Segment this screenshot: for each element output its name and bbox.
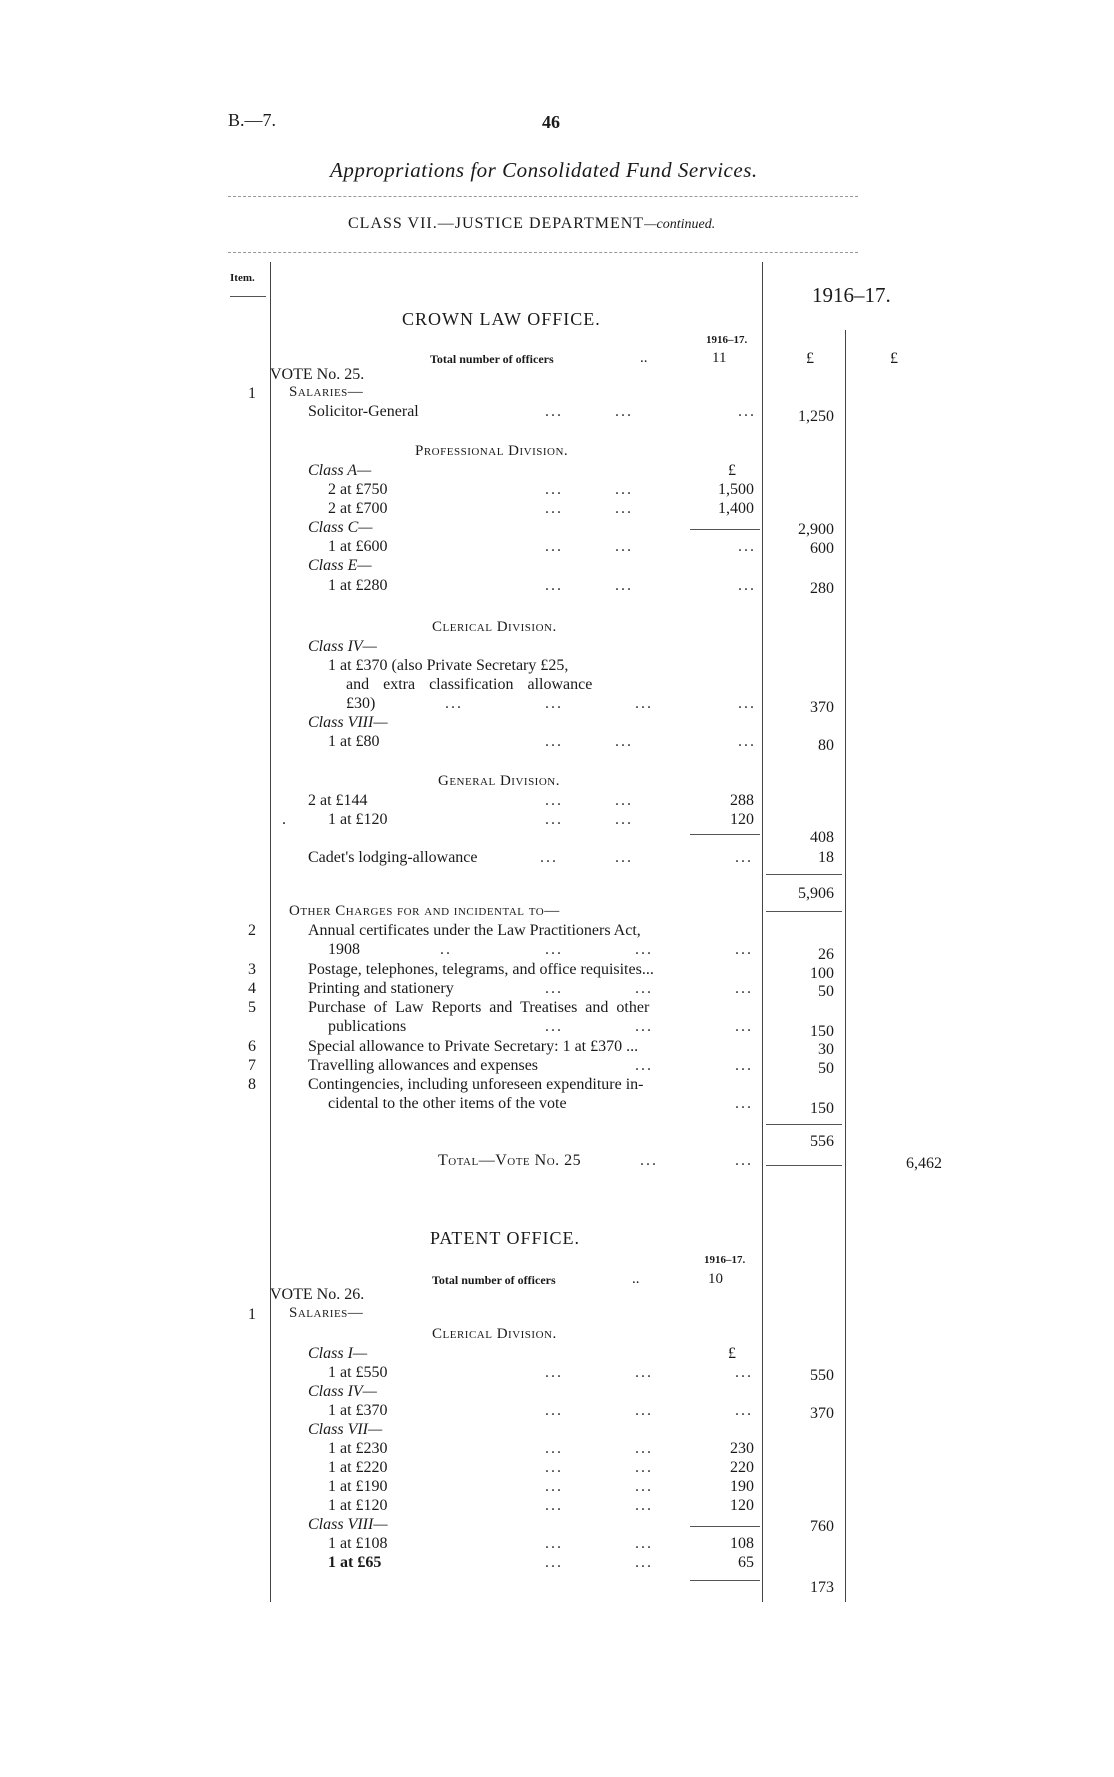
patent-class-iv-line-1: 1 at £370 — [328, 1402, 388, 1419]
class-iv-amount: 370 — [810, 699, 834, 716]
dots: ... — [615, 792, 633, 809]
general-line-2-amount: 120 — [730, 811, 754, 828]
patent-class-vii-line-3-amount: 190 — [730, 1478, 754, 1495]
dots: ... — [735, 1402, 753, 1419]
class-a-line-1: 2 at £750 — [328, 481, 388, 498]
dots: ... — [735, 1152, 753, 1169]
patent-class-vii-line-4: 1 at £120 — [328, 1497, 388, 1514]
charge-item-number: 5 — [248, 999, 256, 1016]
patent-class-vii-total: 760 — [810, 1518, 834, 1535]
dots: ... — [545, 1459, 563, 1476]
dots: ... — [635, 980, 653, 997]
amount-column-rule — [762, 262, 763, 1602]
solicitor-general: Solicitor-General — [308, 403, 419, 420]
patent-class-i-heading: Class I— — [308, 1345, 368, 1362]
charge-item-text: Travelling allowances and expenses — [308, 1057, 539, 1074]
patent-class-vii-line-2-amount: 220 — [730, 1459, 754, 1476]
dots: ... — [545, 980, 563, 997]
general-rule — [690, 834, 760, 835]
charge-item-number: 2 — [248, 922, 256, 939]
dots: ... — [735, 941, 753, 958]
dots: ... — [545, 695, 563, 712]
clerical-division-heading: Clerical Division. — [432, 619, 557, 635]
patent-class-viii-total: 173 — [810, 1579, 834, 1596]
charge-item-text-cont: 1908 — [328, 941, 360, 958]
general-line-2: 1 at £120 — [328, 811, 388, 828]
patent-class-vii-rule — [690, 1526, 760, 1527]
other-charges-total: 556 — [810, 1133, 834, 1150]
dots: ... — [635, 1440, 653, 1457]
pound-sign: £ — [728, 462, 736, 479]
dots: .. — [440, 941, 452, 958]
pound-sign: £ — [728, 1345, 736, 1362]
crown-vote-number: VOTE No. 25. — [270, 366, 365, 383]
charge-item-number: 4 — [248, 980, 256, 997]
dots: ... — [738, 695, 756, 712]
patent-officers-count: 10 — [708, 1271, 723, 1287]
dots: ... — [635, 695, 653, 712]
pound-header-right: £ — [890, 350, 898, 367]
charge-item-amount: 50 — [818, 983, 834, 1000]
dots: ... — [615, 481, 633, 498]
general-line-1: 2 at £144 — [308, 792, 368, 809]
dots: ... — [635, 1018, 653, 1035]
dots: ... — [735, 1364, 753, 1381]
document-reference: B.—7. — [228, 110, 277, 130]
class-a-total: 2,900 — [798, 521, 834, 538]
subtotal-column-rule — [845, 330, 846, 1602]
crown-salaries-heading: Salaries— — [289, 384, 364, 400]
class-iv-line-1: 1 at £370 (also Private Secretary £25, — [328, 657, 569, 674]
charge-item-text: Contingencies, including unforeseen expenditure in- — [308, 1076, 644, 1093]
patent-class-viii-line-1-amount: 108 — [730, 1535, 754, 1552]
class-iv-heading: Class IV— — [308, 638, 377, 655]
dots: ... — [635, 1478, 653, 1495]
dots: ... — [615, 733, 633, 750]
item-column-rule — [270, 262, 271, 1602]
subtitle-main: CLASS VII.—JUSTICE DEPARTMENT — [348, 215, 645, 232]
dots: ... — [545, 1554, 563, 1571]
charge-item-text-cont: cidental to the other items of the vote — [328, 1095, 567, 1112]
pound-header-left: £ — [806, 350, 814, 367]
crown-year-small: 1916–17. — [706, 334, 748, 346]
class-e-heading: Class E— — [308, 557, 372, 574]
dots: ... — [545, 811, 563, 828]
dots: ... — [635, 941, 653, 958]
class-e-line-1: 1 at £280 — [328, 577, 388, 594]
charge-item-text: Annual certificates under the Law Practitioners Act, — [308, 922, 641, 939]
dots: ... — [540, 849, 558, 866]
patent-class-iv-amount: 370 — [810, 1405, 834, 1422]
dots: ... — [615, 500, 633, 517]
class-a-heading: Class A— — [308, 462, 372, 479]
dots: ... — [738, 538, 756, 555]
dots: ... — [635, 1497, 653, 1514]
patent-officers-dots: .. — [632, 1271, 640, 1287]
charge-item-number: 8 — [248, 1076, 256, 1093]
class-iv-line-3: £30) — [346, 695, 376, 712]
patent-class-viii-rule — [690, 1580, 760, 1581]
patent-class-vii-line-1-amount: 230 — [730, 1440, 754, 1457]
dots: ... — [615, 538, 633, 555]
charge-item-text-cont: publications — [328, 1018, 407, 1035]
charge-item-text: Special allowance to Private Secretary: 1 at £370 ... — [308, 1038, 639, 1055]
class-c-amount: 600 — [810, 540, 834, 557]
charge-item-number: 6 — [248, 1038, 256, 1055]
solicitor-general-amount: 1,250 — [798, 408, 834, 425]
patent-class-vii-heading: Class VII— — [308, 1421, 383, 1438]
dots: ... — [545, 941, 563, 958]
charge-item-number: 3 — [248, 961, 256, 978]
dots: ... — [735, 980, 753, 997]
patent-class-vii-line-2: 1 at £220 — [328, 1459, 388, 1476]
dots: ... — [735, 849, 753, 866]
page-number: 46 — [542, 112, 560, 132]
title-rule — [228, 196, 858, 197]
dots: ... — [545, 792, 563, 809]
dots: ... — [545, 538, 563, 555]
patent-class-vii-line-1: 1 at £230 — [328, 1440, 388, 1457]
patent-class-i-line-1: 1 at £550 — [328, 1364, 388, 1381]
dots: ... — [545, 1497, 563, 1514]
charge-item-text: Postage, telephones, telegrams, and office requisites... — [308, 961, 654, 978]
salaries-rule — [766, 874, 842, 875]
class-viii-line-1: 1 at £80 — [328, 733, 380, 750]
class-iv-line-2: and extra classification allowance — [346, 676, 593, 693]
patent-class-vii-line-4-amount: 120 — [730, 1497, 754, 1514]
patent-year-small: 1916–17. — [704, 1254, 746, 1266]
dots: ... — [635, 1535, 653, 1552]
crown-officers-count: 11 — [712, 350, 727, 366]
class-a-rule — [690, 529, 760, 530]
dots: ... — [735, 1018, 753, 1035]
dots: ... — [545, 577, 563, 594]
crown-law-office-title: CROWN LAW OFFICE. — [402, 309, 601, 329]
dots: ... — [738, 733, 756, 750]
patent-salaries-heading: Salaries— — [289, 1305, 364, 1321]
salaries-total: 5,906 — [798, 885, 834, 902]
dots: ... — [545, 481, 563, 498]
patent-class-viii-line-2: 1 at £65 — [328, 1554, 382, 1571]
patent-class-viii-line-2-amount: 65 — [738, 1554, 754, 1571]
dots: ... — [545, 1535, 563, 1552]
salaries-total-rule — [766, 911, 842, 912]
dots: ... — [615, 849, 633, 866]
patent-class-vii-line-3: 1 at £190 — [328, 1478, 388, 1495]
dots: ... — [445, 695, 463, 712]
dots: ... — [545, 500, 563, 517]
patent-class-viii-heading: Class VIII— — [308, 1516, 388, 1533]
page-title: Appropriations for Consolidated Fund Services. — [330, 158, 758, 182]
item-header-rule — [230, 296, 266, 297]
class-viii-amount: 80 — [818, 737, 834, 754]
dots: ... — [545, 1478, 563, 1495]
crown-item-1: 1 — [248, 385, 256, 402]
dots: ... — [738, 403, 756, 420]
charge-item-amount: 150 — [810, 1023, 834, 1040]
class-a-line-2-amount: 1,400 — [718, 500, 754, 517]
dots: ... — [545, 403, 563, 420]
stray-dot: . — [282, 811, 286, 828]
other-charges-heading: Other Charges for and incidental to— — [289, 903, 560, 919]
patent-item-1: 1 — [248, 1306, 256, 1323]
dots: ... — [640, 1152, 658, 1169]
charge-item-text: Purchase of Law Reports and Treatises and other — [308, 999, 650, 1016]
class-viii-heading: Class VIII— — [308, 714, 388, 731]
crown-officers-dots: .. — [640, 350, 648, 366]
patent-class-i-amount: 550 — [810, 1367, 834, 1384]
charge-item-text: Printing and stationery — [308, 980, 454, 997]
year-header: 1916–17. — [812, 283, 891, 307]
dots: ... — [545, 1402, 563, 1419]
class-a-line-2: 2 at £700 — [328, 500, 388, 517]
class-a-line-1-amount: 1,500 — [718, 481, 754, 498]
dots: ... — [615, 577, 633, 594]
other-charges-rule — [766, 1124, 842, 1125]
dots: ... — [545, 1018, 563, 1035]
patent-office-title: PATENT OFFICE. — [430, 1228, 581, 1248]
charge-item-amount: 26 — [818, 946, 834, 963]
dots: ... — [635, 1364, 653, 1381]
cadet-allowance-amount: 18 — [818, 849, 834, 866]
charge-item-amount: 100 — [810, 965, 834, 982]
general-total: 408 — [810, 829, 834, 846]
dots: ... — [615, 811, 633, 828]
dots: ... — [738, 577, 756, 594]
class-c-line-1: 1 at £600 — [328, 538, 388, 555]
patent-class-viii-line-1: 1 at £108 — [328, 1535, 388, 1552]
dots: ... — [615, 403, 633, 420]
charge-item-amount: 50 — [818, 1060, 834, 1077]
vote-25-total-label: Total—Vote No. 25 — [438, 1152, 582, 1169]
class-e-amount: 280 — [810, 580, 834, 597]
page-subtitle — [348, 215, 715, 233]
class-c-heading: Class C— — [308, 519, 373, 536]
dots: ... — [635, 1554, 653, 1571]
charge-item-number: 7 — [248, 1057, 256, 1074]
charge-item-amount: 150 — [810, 1100, 834, 1117]
vote-25-total-rule — [766, 1165, 842, 1166]
patent-vote-number: VOTE No. 26. — [270, 1286, 365, 1303]
dots: ... — [735, 1095, 753, 1112]
item-header: Item. — [230, 272, 255, 284]
dots: ... — [545, 733, 563, 750]
crown-officers-label: Total number of officers — [430, 352, 554, 366]
patent-officers-label: Total number of officers — [432, 1273, 556, 1287]
vote-25-total-amount: 6,462 — [906, 1155, 942, 1172]
dots: ... — [635, 1459, 653, 1476]
dots: ... — [545, 1440, 563, 1457]
charge-item-amount: 30 — [818, 1041, 834, 1058]
dots: ... — [735, 1057, 753, 1074]
patent-class-iv-heading: Class IV— — [308, 1383, 377, 1400]
dots: ... — [545, 1364, 563, 1381]
general-line-1-amount: 288 — [730, 792, 754, 809]
dots: ... — [635, 1057, 653, 1074]
cadet-allowance: Cadet's lodging-allowance — [308, 849, 478, 866]
dots: ... — [635, 1402, 653, 1419]
subtitle-continued: —continued. — [644, 217, 716, 232]
general-division-heading: General Division. — [438, 773, 560, 789]
professional-division-heading: Professional Division. — [415, 443, 569, 459]
patent-clerical-division-heading: Clerical Division. — [432, 1326, 557, 1342]
subtitle-rule — [228, 252, 858, 253]
